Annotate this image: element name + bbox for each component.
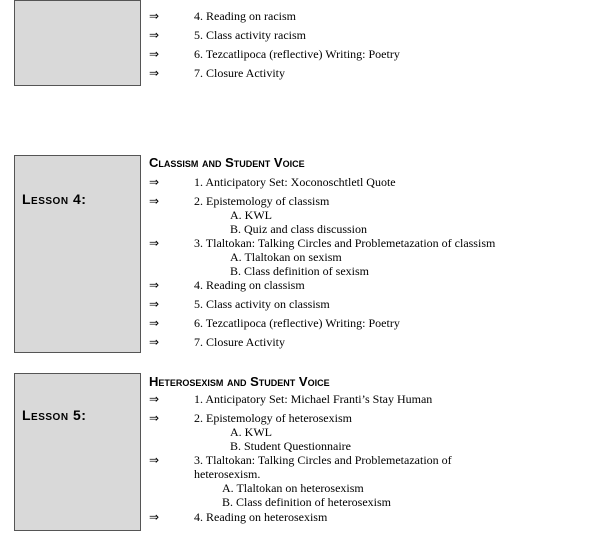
arrow-icon: ⇒: [149, 316, 160, 330]
arrow-icon: ⇒: [149, 66, 160, 80]
sub-item: A. Tlaltokan on sexism: [230, 250, 342, 264]
lesson-4-sidebar-box: [14, 155, 141, 353]
lesson-5-heading: Heterosexism and Student Voice: [149, 374, 330, 389]
arrow-icon: ⇒: [149, 392, 160, 406]
arrow-icon: ⇒: [149, 411, 160, 425]
sub-item: A. KWL: [230, 208, 272, 222]
sub-item: B. Student Questionnaire: [230, 439, 351, 453]
arrow-icon: ⇒: [149, 175, 160, 189]
lesson-4-heading: Classism and Student Voice: [149, 155, 305, 170]
lesson-3-sidebar-box: [14, 0, 141, 86]
lesson-5-label: Lesson 5:: [22, 407, 87, 423]
arrow-icon: ⇒: [149, 236, 160, 250]
arrow-icon: ⇒: [149, 297, 160, 311]
arrow-icon: ⇒: [149, 28, 160, 42]
lesson-5-sidebar-box: [14, 373, 141, 531]
sub-item: A. KWL: [230, 425, 272, 439]
arrow-icon: ⇒: [149, 47, 160, 61]
sub-item: B. Class definition of heterosexism: [222, 495, 391, 509]
list-item-continuation: heterosexism.: [194, 467, 261, 481]
lesson-4-label: Lesson 4:: [22, 191, 87, 207]
arrow-icon: ⇒: [149, 335, 160, 349]
arrow-icon: ⇒: [149, 278, 160, 292]
arrow-icon: ⇒: [149, 510, 160, 524]
sub-item: A. Tlaltokan on heterosexism: [222, 481, 364, 495]
arrow-icon: ⇒: [149, 9, 160, 23]
sub-item: B. Class definition of sexism: [230, 264, 369, 278]
sub-item: B. Quiz and class discussion: [230, 222, 367, 236]
arrow-icon: ⇒: [149, 194, 160, 208]
arrow-icon: ⇒: [149, 453, 160, 467]
